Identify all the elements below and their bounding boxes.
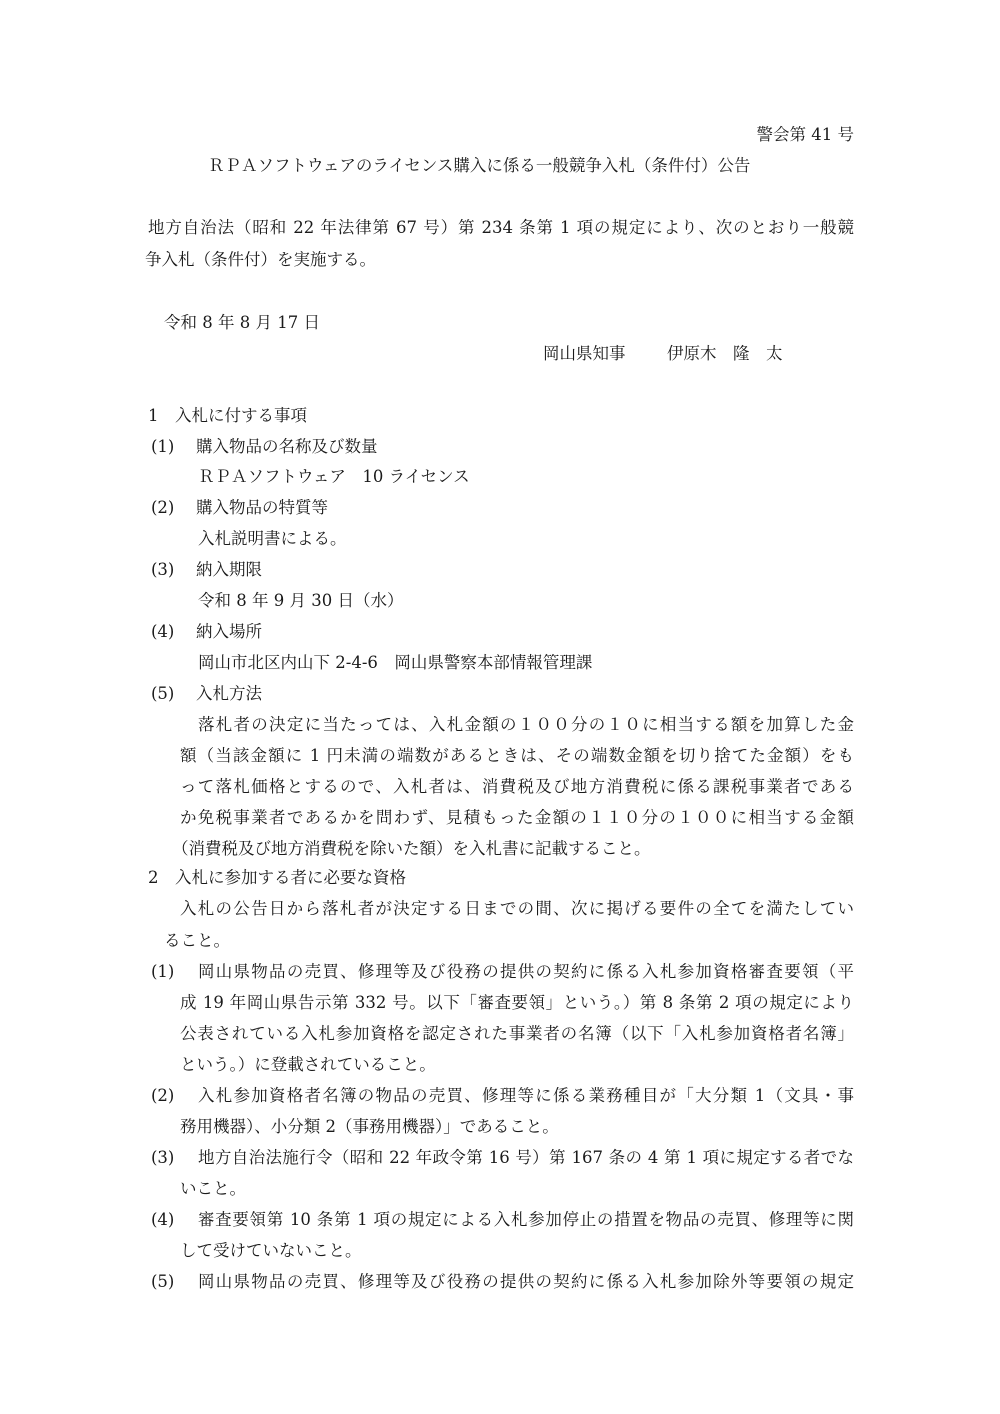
section-1-heading: 1 入札に付する事項 [148,406,307,425]
item-1-5-body-line-4: か免税事業者であるかを問わず、見積もった金額の１１０分の１００に相当する金額 [180,808,854,827]
item-1-3-body: 令和 8 年 9 月 30 日（水） [198,591,404,610]
item-2-1-number: (1) [151,962,175,981]
issuer-name: 伊原木 隆 太 [667,344,783,363]
item-1-5-number: (5) [151,684,175,703]
item-1-4-body: 岡山市北区内山下 2-4-6 岡山県警察本部情報管理課 [198,653,593,672]
item-1-1-body: ＲＰＡソフトウェア 10 ライセンス [198,467,470,486]
item-1-3-label: 納入期限 [196,560,262,579]
item-1-5-body-line-5: （消費税及び地方消費税を除いた額）を入札書に記載すること。 [172,839,651,858]
item-2-1-line-1: 岡山県物品の売買、修理等及び役務の提供の契約に係る入札参加資格審査要領（平 [198,962,854,981]
item-2-1-line-2: 成 19 年岡山県告示第 332 号。以下「審査要領」という。）第 8 条第 2 項の規定により [180,993,854,1012]
notice-date: 令和 8 年 8 月 17 日 [164,313,320,332]
item-2-1-line-3: 公表されている入札参加資格を認定された事業者の名簿（以下「入札参加資格者名簿」 [180,1024,854,1043]
section-2-intro-line-2: ること。 [164,931,230,950]
item-2-4-line-2: して受けていないこと。 [180,1241,362,1260]
item-1-4-number: (4) [151,622,175,641]
intro-line-1: 地方自治法（昭和 22 年法律第 67 号）第 234 条第 1 項の規定により、次のとおり一般競 [148,218,854,237]
item-1-4-label: 納入場所 [196,622,262,641]
item-2-3-number: (3) [151,1148,175,1167]
item-1-5-label: 入札方法 [196,684,262,703]
item-2-1-line-4: という。）に登載されていること。 [180,1055,436,1074]
section-2-intro-line-1: 入札の公告日から落札者が決定する日までの間、次に掲げる要件の全てを満たしてい [180,899,854,918]
intro-line-2: 争入札（条件付）を実施する。 [145,250,376,269]
item-1-5-body-line-1: 落札者の決定に当たっては、入札金額の１００分の１０に相当する額を加算した金 [198,715,854,734]
item-2-2-line-2: 務用機器）、小分類 2（事務用機器）」であること。 [180,1117,559,1136]
section-2-heading: 2 入札に参加する者に必要な資格 [148,868,406,887]
item-1-2-label: 購入物品の特質等 [196,498,328,517]
notice-number: 警会第 41 号 [756,125,854,144]
item-2-2-line-1: 入札参加資格者名簿の物品の売買、修理等に係る業務種目が「大分類 1（文具・事 [198,1086,854,1105]
item-2-4-line-1: 審査要領第 10 条第 1 項の規定による入札参加停止の措置を物品の売買、修理等に関 [198,1210,854,1229]
item-1-1-number: (1) [151,437,175,456]
item-2-2-number: (2) [151,1086,175,1105]
item-1-5-body-line-3: って落札価格とするので、入札者は、消費税及び地方消費税に係る課税事業者である [180,777,854,796]
item-2-5-line-1: 岡山県物品の売買、修理等及び役務の提供の契約に係る入札参加除外等要領の規定 [198,1272,854,1291]
item-2-3-line-1: 地方自治法施行令（昭和 22 年政令第 16 号）第 167 条の 4 第 1 項に規定する者でな [198,1148,854,1167]
document-title: ＲＰＡソフトウェアのライセンス購入に係る一般競争入札（条件付）公告 [208,156,751,175]
item-1-3-number: (3) [151,560,175,579]
item-2-3-line-2: いこと。 [180,1179,246,1198]
item-1-2-body: 入札説明書による。 [198,529,347,548]
item-1-5-body-line-2: 額（当該金額に 1 円未満の端数があるときは、その端数金額を切り捨てた金額）をも [180,746,854,765]
item-1-1-label: 購入物品の名称及び数量 [196,437,378,456]
item-2-4-number: (4) [151,1210,175,1229]
item-2-5-number: (5) [151,1272,175,1291]
item-1-2-number: (2) [151,498,175,517]
issuer-title: 岡山県知事 [543,344,626,363]
